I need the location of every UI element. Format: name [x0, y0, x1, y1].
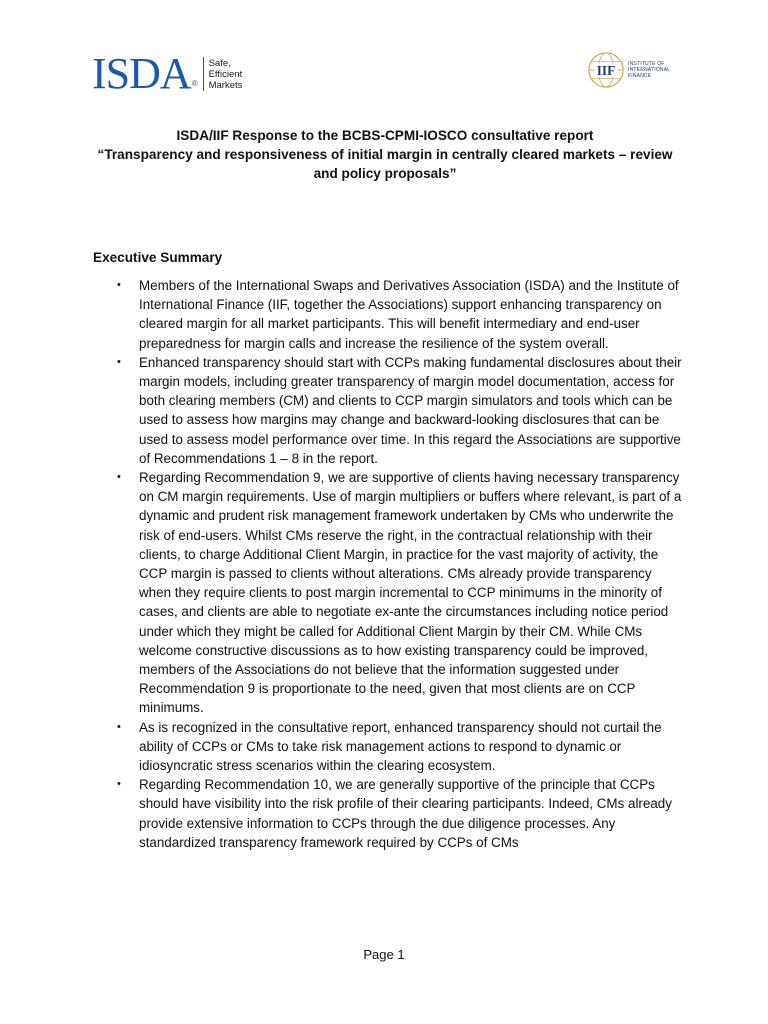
title-line: “Transparency and responsiveness of initial margin in centrally cleared markets – review: [97, 147, 673, 162]
bullet-icon: •: [117, 471, 121, 484]
isda-tagline: [209, 58, 243, 91]
bullet-text: Regarding Recommendation 10, we are generally supportive of the principle that CCPs should have visibility into the risk profile of their clearing participants. Indeed, CMs already provide extensive information to CCPs through the due diligence processes. Any standardized transparency framework required by CCPs of CMs: [139, 777, 672, 850]
document-title: [92, 126, 678, 183]
isda-tagline-line: Efficient: [208, 68, 243, 80]
isda-registered-mark: ®: [191, 79, 198, 88]
list-item: [93, 276, 683, 353]
isda-logo: [92, 49, 243, 98]
bullet-text: Members of the International Swaps and Derivatives Association (ISDA) and the Institute of International Finance (IIF, together the Associations) support enhancing transparency on cleared margin for all market participants. This will benefit intermediary and end-user preparedness for margin calls and increase the resilience of the system overall.: [139, 278, 679, 351]
section-heading: Executive Summary: [93, 250, 223, 265]
title-line: ISDA/IIF Response to the BCBS-CPMI-IOSCO consultative report: [176, 128, 594, 143]
list-item: [93, 468, 683, 718]
iif-tagline-line: INSTITUTE OF: [628, 61, 665, 67]
iif-globe-icon: [587, 51, 625, 89]
isda-wordmark: ISDA: [92, 49, 191, 98]
iif-wordmark: IIF: [596, 62, 616, 78]
bullet-icon: •: [117, 279, 121, 291]
bullet-icon: •: [117, 720, 121, 733]
bullet-text: Regarding Recommendation 9, we are supportive of clients having necessary transparency on CM margin requirements. Use of margin multipliers or buffers where relevant, is part of a dynamic and prudent risk management framework undertaken by CMs who underwrite the risk of end-users. Whilst CMs reserve the right, in the contractual relationship with their clients, to charge Additional Client Margin, in practice for the vast majority of activity, the CCP margin is passed to clients without alterations. CMs already provide transparency when they require clients to post margin incremental to CCP minimums in the minority of cases, and clients are able to negotiate ex-ante the circumstances including notice period under which they might be called for Additional Client Margin by their CM. While CMs welcome constructive discussions as to how existing transparency could be improved, members of the Associations do not believe that the information suggested under Recommendation 9 is proportionate to the need, given that most clients are on CCP minimums.: [139, 470, 682, 716]
title-line: and policy proposals”: [313, 166, 457, 181]
iif-tagline: [628, 61, 670, 79]
page-number: Page 1: [363, 947, 405, 962]
executive-summary-list: [93, 276, 683, 852]
isda-tagline-line: Safe,: [208, 57, 231, 69]
isda-tagline-line: Markets: [208, 79, 243, 91]
iif-logo: [587, 50, 670, 90]
list-item: [93, 718, 683, 776]
bullet-icon: •: [117, 778, 121, 791]
bullet-text: As is recognized in the consultative report, enhanced transparency should not curtail the ability of CCPs or CMs to take risk management actions to respond to dynamic or idiosyncratic stress scenarios within the clearing ecosystem.: [139, 719, 662, 774]
bullet-icon: •: [117, 355, 121, 368]
list-item: [93, 353, 683, 468]
iif-tagline-line: INTERNATIONAL: [628, 67, 671, 73]
list-item: [93, 775, 683, 852]
bullet-text: Enhanced transparency should start with CCPs making fundamental disclosures about their margin models, including greater transparency of margin model documentation, access for both clearing members (CM) and clients to CCP margin simulators and tools which can be used to assess how margins may change and backward-looking disclosures that can be used to assess model performance over time. In this regard the Associations are supportive of Recommendations 1 – 8 in the report.: [139, 354, 682, 466]
isda-logo-divider: [203, 57, 204, 91]
iif-tagline-line: FINANCE: [628, 73, 652, 79]
